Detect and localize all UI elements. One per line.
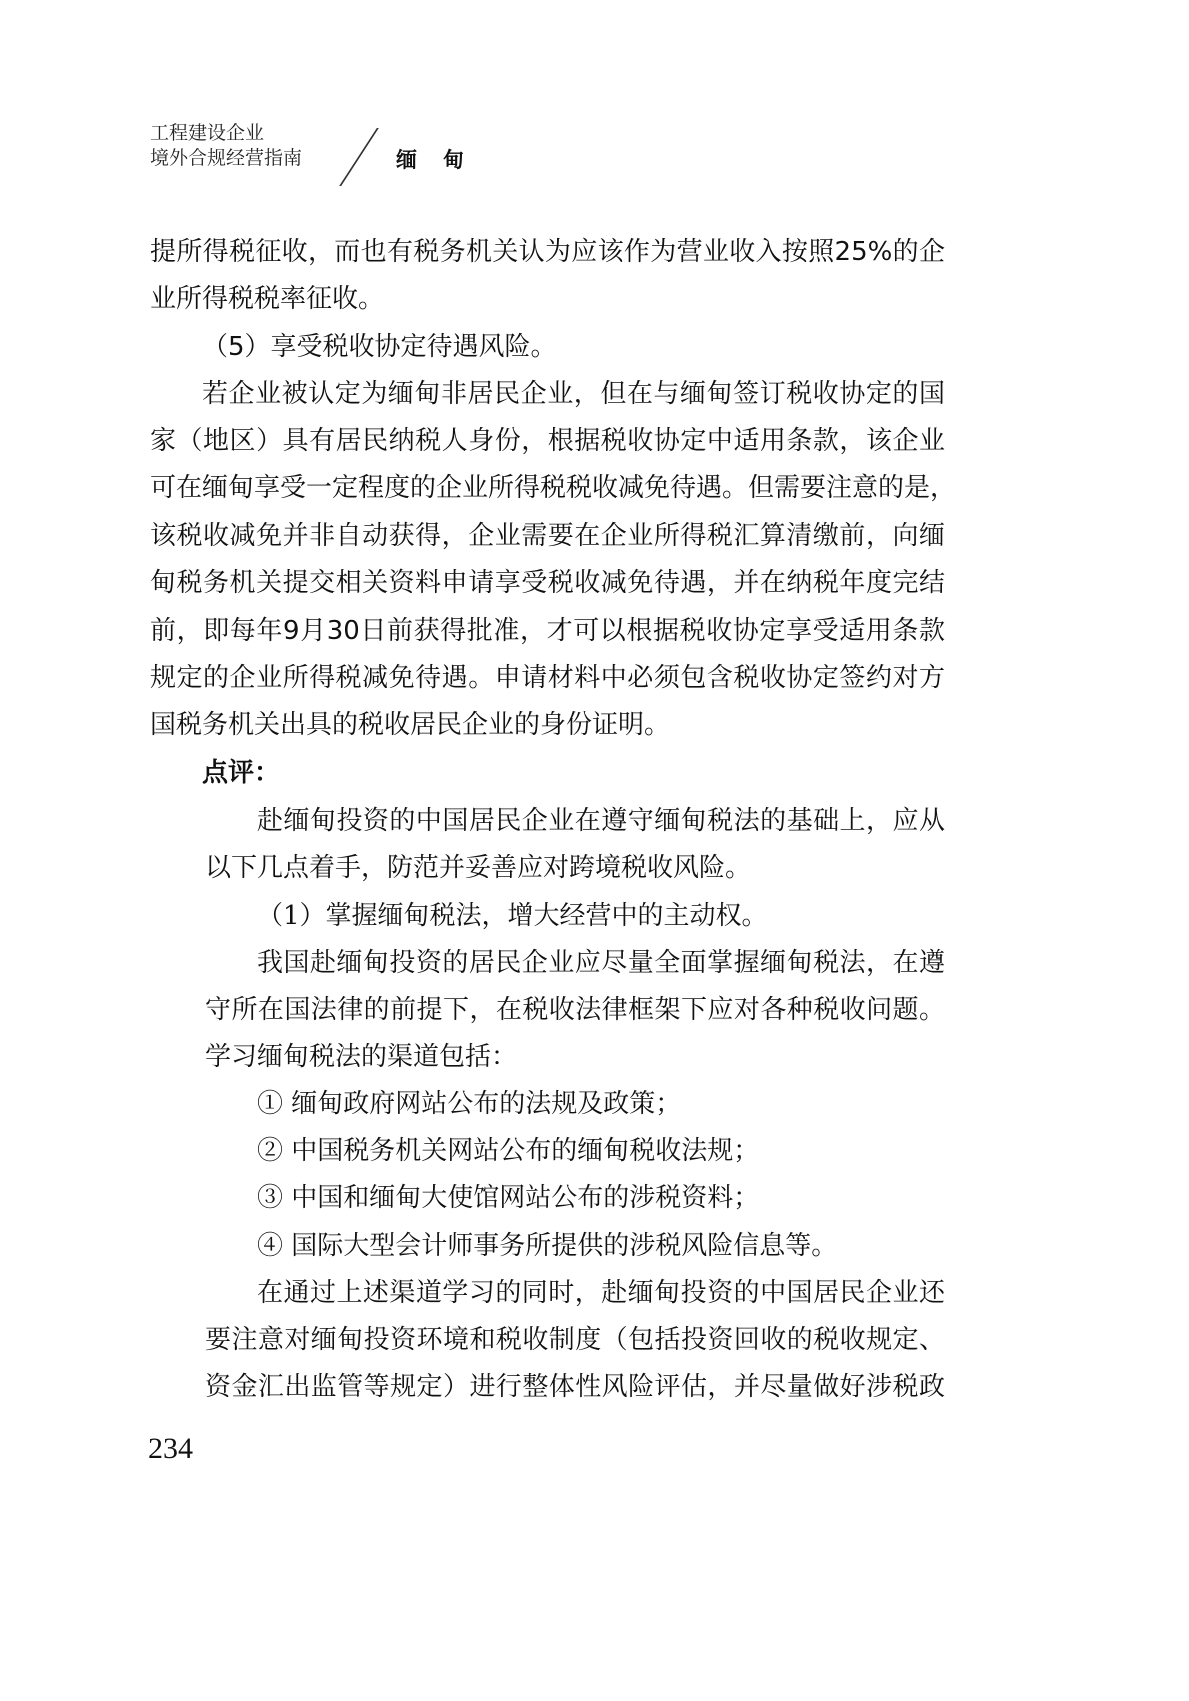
list-item: ③ 中国和缅甸大使馆网站公布的涉税资料；	[257, 1183, 760, 1213]
comment-subheading: （1）掌握缅甸税法，增大经营中的主动权。	[257, 901, 768, 931]
list-item: ④ 国际大型会计师事务所提供的涉税风险信息等。	[257, 1231, 838, 1261]
body-line: 提所得税征收，而也有税务机关认为应该作为营业收入按照25%的企	[150, 237, 945, 267]
comment-line: 赴缅甸投资的中国居民企业在遵守缅甸税法的基础上，应从	[257, 806, 945, 836]
book-title-line2: 境外合规经营指南	[150, 147, 303, 169]
list-item: ① 缅甸政府网站公布的法规及政策；	[257, 1089, 682, 1119]
comment-line: 在通过上述渠道学习的同时，赴缅甸投资的中国居民企业还	[257, 1278, 945, 1308]
header-divider	[339, 128, 379, 186]
comment-line: 学习缅甸税法的渠道包括：	[205, 1042, 518, 1072]
comment-line: 要注意对缅甸投资环境和税收制度（包括投资回收的税收规定、	[205, 1325, 945, 1355]
comment-line: 守所在国法律的前提下，在税收法律框架下应对各种税收问题。	[205, 995, 945, 1025]
comment-heading: 点评：	[202, 758, 281, 788]
comment-line: 我国赴缅甸投资的居民企业应尽量全面掌握缅甸税法，在遵	[257, 948, 945, 978]
comment-line: 资金汇出监管等规定）进行整体性风险评估，并尽量做好涉税政	[205, 1372, 945, 1402]
body-line: 若企业被认定为缅甸非居民企业，但在与缅甸签订税收协定的国	[202, 379, 945, 409]
body-line: 规定的企业所得税减免待遇。申请材料中必须包含税收协定签约对方	[150, 663, 945, 693]
comment-line: 以下几点着手，防范并妥善应对跨境税收风险。	[205, 853, 752, 883]
body-line: 可在缅甸享受一定程度的企业所得税税收减免待遇。但需要注意的是，	[150, 473, 957, 503]
chapter-title: 缅甸	[396, 147, 490, 172]
body-line: 甸税务机关提交相关资料申请享受税收减免待遇，并在纳税年度完结	[150, 568, 945, 598]
body-line: 业所得税税率征收。	[150, 284, 385, 314]
body-line: 国税务机关出具的税收居民企业的身份证明。	[150, 710, 671, 740]
body-line: 该税收减免并非自动获得，企业需要在企业所得税汇算清缴前，向缅	[150, 521, 945, 551]
book-title-line1: 工程建设企业	[150, 122, 265, 144]
list-item: ② 中国税务机关网站公布的缅甸税收法规；	[257, 1136, 760, 1166]
page-number: 234	[148, 1432, 193, 1465]
section-heading: （5）享受税收协定待遇风险。	[202, 332, 557, 362]
body-line: 前，即每年9月30日前获得批准，才可以根据税收协定享受适用条款	[150, 616, 945, 646]
body-line: 家（地区）具有居民纳税人身份，根据税收协定中适用条款，该企业	[150, 426, 945, 456]
